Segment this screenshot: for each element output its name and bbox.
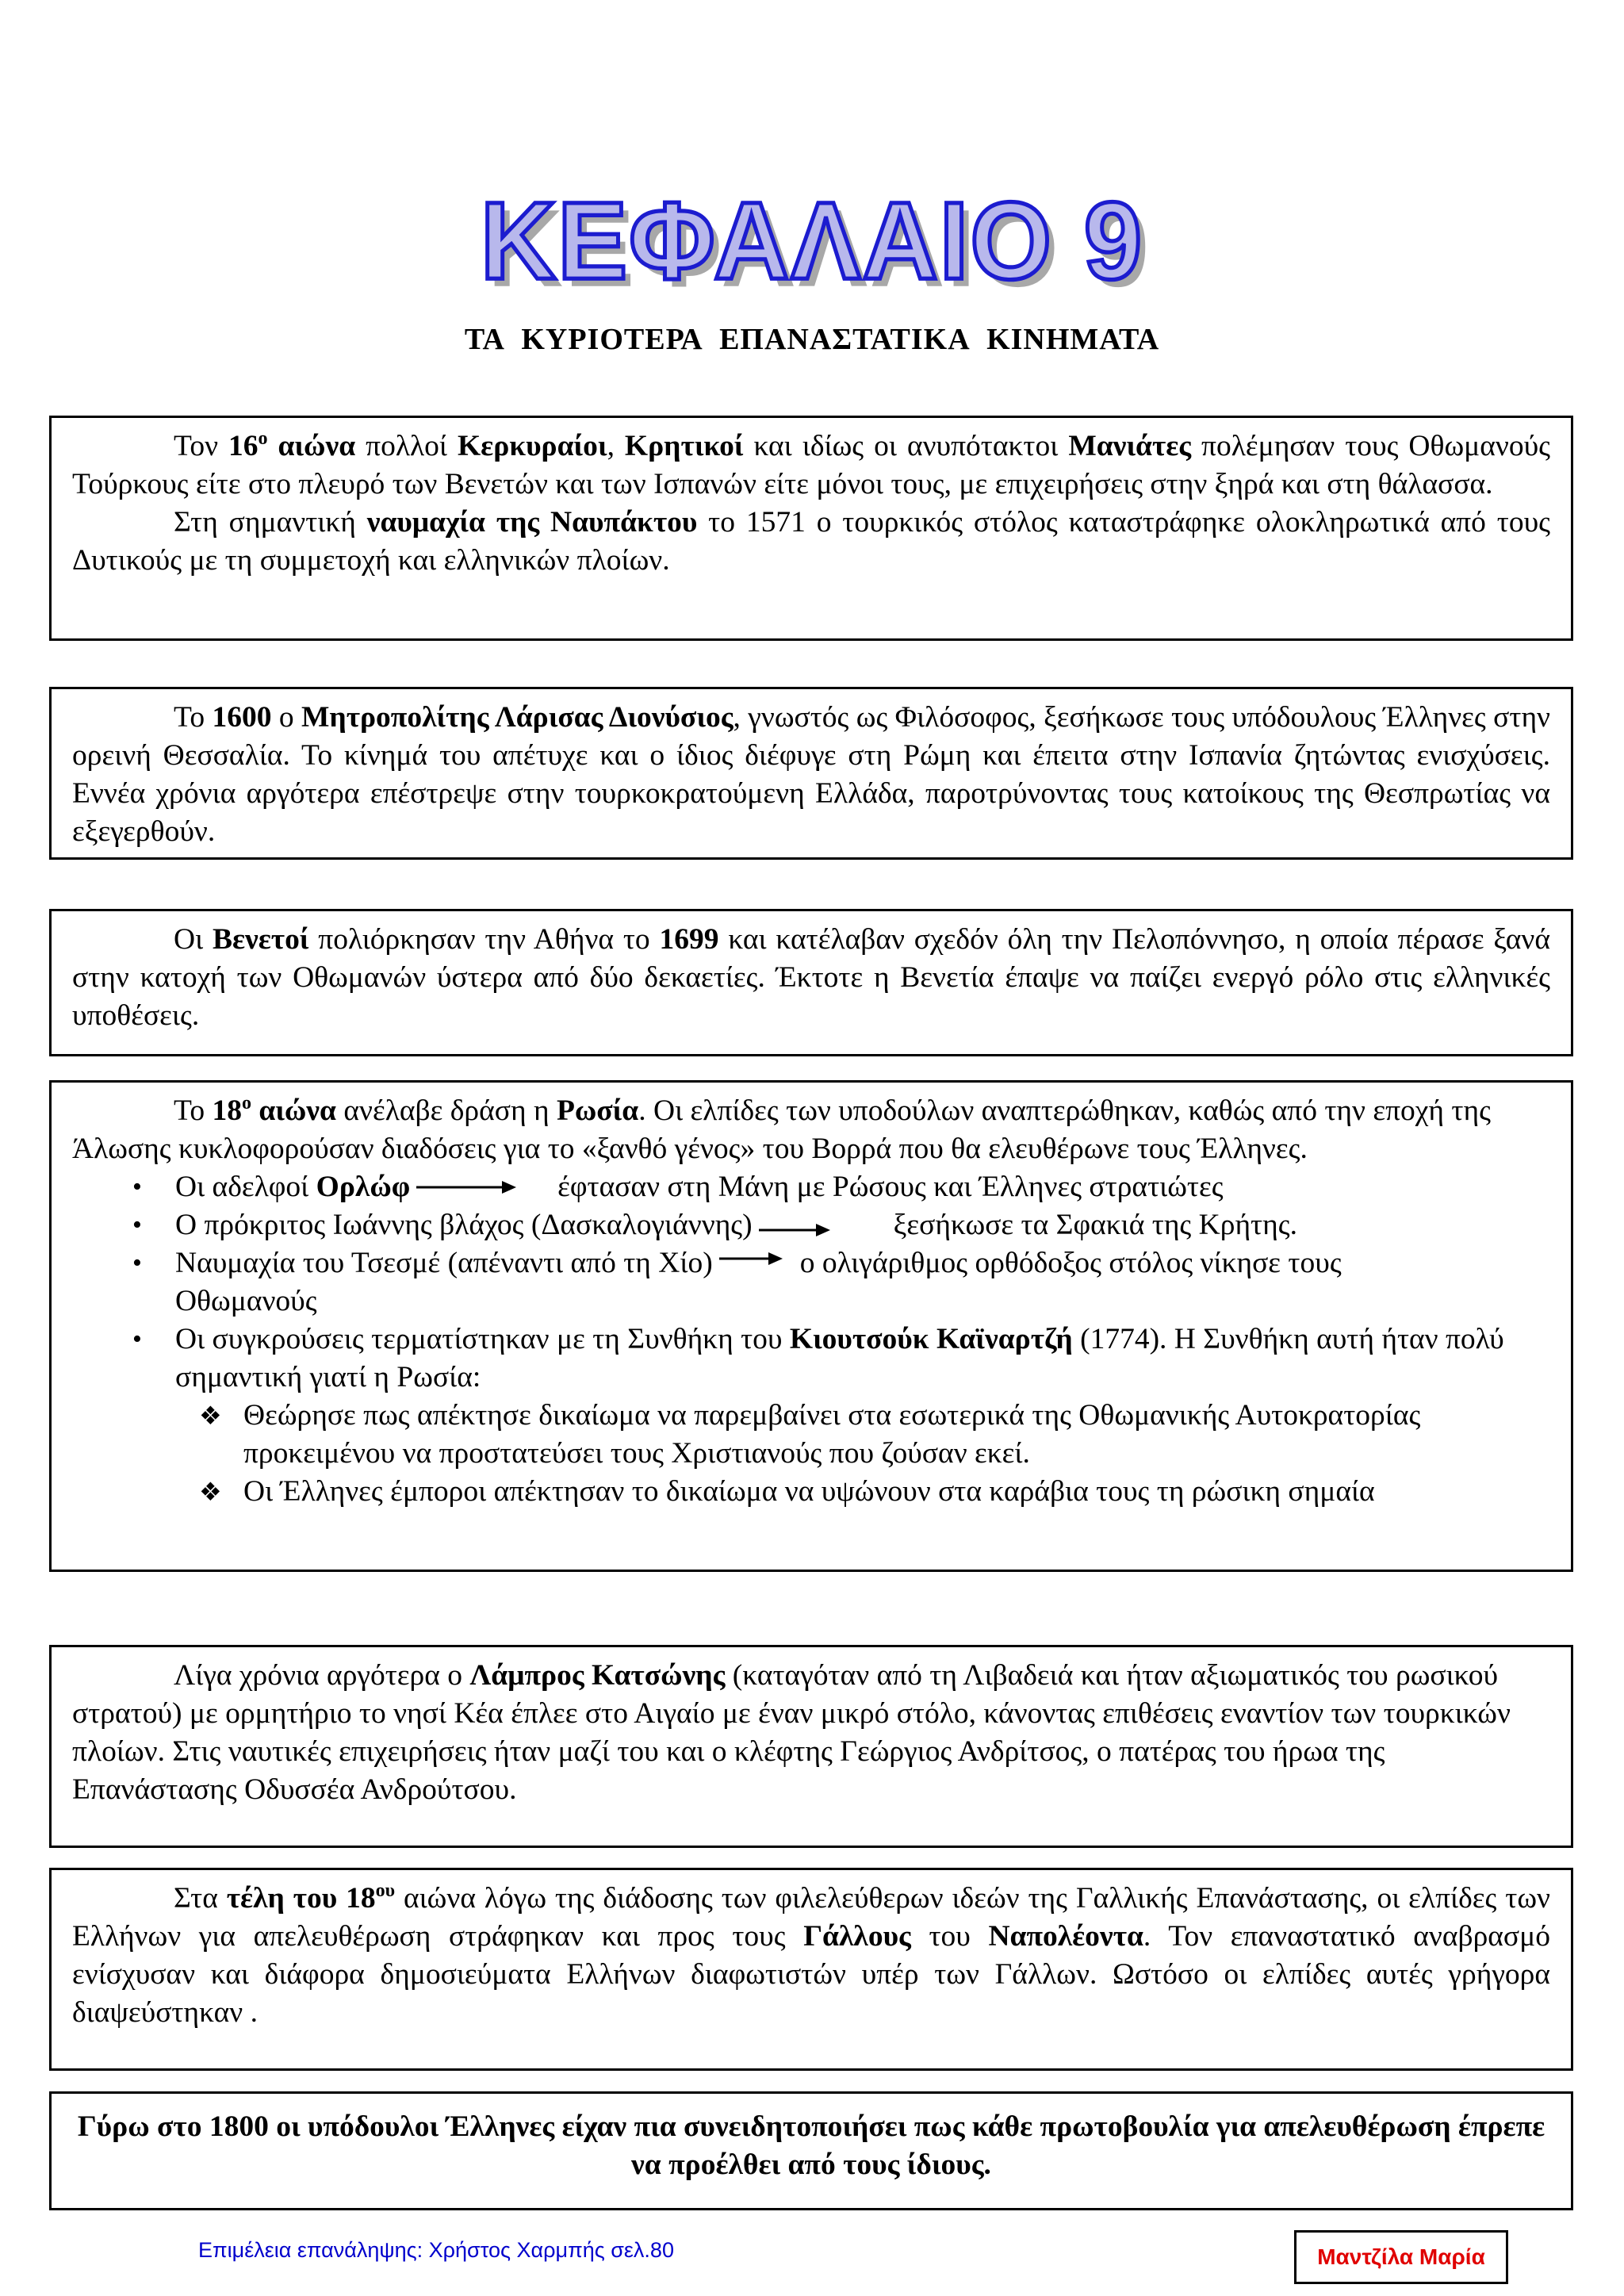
arrow-right-icon	[759, 1206, 830, 1244]
sub-list-item: ❖ Οι Έλληνες έμποροι απέκτησαν το δικαίωμα να υψώνουν στα καράβια τους τη ρώσικη σημαία	[72, 1473, 1550, 1511]
diamond-bullet-icon: ❖	[199, 1478, 222, 1506]
paragraph-katsonis: Λίγα χρόνια αργότερα ο Λάμπρος Κατσώνης (καταγόταν από τη Λιβαδειά και ήταν αξιωματικός του ρωσικού στρατού) με ορμητήριο το νησί Κέα έπλεε στο Αιγαίο με έναν μικρό στόλο, κάνοντας επιθέσεις εναντίον των τουρκικών πλοίων. Στις ναυτικές επιχειρήσεις ήταν μαζί του και ο κλέφτης Γεώργιος Ανδρίτσος, ο πατέρας του ήρωα της Επανάστασης Οδυσσέα Ανδρούτσου.	[72, 1659, 1511, 1806]
bullet-icon: •	[132, 1172, 142, 1202]
bullet-icon: •	[132, 1248, 142, 1278]
chapter-title: ΚΕΦΑΛΑΙΟ 9	[480, 179, 1144, 302]
sub-list-item: ❖ Θεώρησε πως απέκτησε δικαίωμα να παρεμβαίνει στα εσωτερικά της Οθωμανικής Αυτοκρατορίας προκειμένου να προστατεύσει τους Χριστιανούς που ζούσαν εκεί.	[72, 1397, 1550, 1473]
footer-author-box: Μαντζίλα Μαρία	[1294, 2230, 1508, 2284]
text-box-dionysios	[49, 687, 1573, 860]
paragraph-conclusion: Γύρω στο 1800 οι υπόδουλοι Έλληνες είχαν πια συνειδητοποιήσει πως κάθε πρωτοβουλία για απελευθέρωση έπρεπε να προέλθει από τους ίδιους.	[77, 2110, 1545, 2181]
paragraph-french-revolution: Στα τέλη του $18^{o\upsilon}$ αιώνα λόγω της διάδοσης των φιλελεύθερων ιδεών της Γαλλικής Επανάστασης, οι ελπίδες των Ελλήνων για απελευθέρωση στράφηκαν και προς τους Γάλλους του Ναπολέοντα. Τον επαναστατικό αναβρασμό ενίσχυσαν και διάφορα δημοσιεύματα Ελλήνων διαφωτιστών υπέρ των Γάλλων. Ωστόσο οι ελπίδες αυτές γρήγορα διαψεύστηκαν .	[72, 1880, 1551, 2029]
russia-bullet-list	[72, 1168, 1550, 1511]
text-box-french-revolution	[49, 1868, 1573, 2071]
list-item-kioutsouk: • Οι συγκρούσεις τερματίστηκαν με τη Συνθήκη του Κιουτσούκ Καϊναρτζή (1774). Η Συνθήκη αυτή ήταν πολύ σημαντική γιατί η Ρωσία: ❖ Θεώρησε πως απέκτησε δικαίωμα να παρεμβαίνει στα εσωτερικά της Οθωμανικής Αυτοκρατορίας προκειμένου να προστατεύσει τους Χριστιανούς που ζούσαν εκεί. ❖ Οι Έλληνες έμποροι απέκτησαν το δικαίωμα να υψώνουν στα καράβια τους τη ρώσικη σημαία	[72, 1320, 1550, 1511]
paragraph-russia: Το $18^o$ αιώνα ανέλαβε δράση η Ρωσία. Οι ελπίδες των υποδούλων αναπτερώθηκαν, καθώς από την εποχή της Άλωσης κυκλοφορούσαν διαδόσεις για το «ξανθό γένος» του Βορρά που θα ελευθέρωνε τους Έλληνες.	[72, 1093, 1491, 1165]
paragraph-dionysios: Το 1600 ο Μητροπολίτης Λάρισας Διονύσιος, γνωστός ως Φιλόσοφος, ξεσήκωσε τους υπόδουλους Έλληνες στην ορεινή Θεσσαλία. Το κίνημά του απέτυχε και ο ίδιος διέφυγε στη Ρώμη και έπειτα στην Ισπανία ζητώντας ενισχύσεις. Εννέα χρόνια αργότερα επέστρεψε στην τουρκοκρατούμενη Ελλάδα, παροτρύνοντας τους κατοίκους της Θεσπρωτίας να εξεγερθούν.	[72, 701, 1551, 848]
list-item-daskalogiannis: • Ο πρόκριτος Ιωάννης βλάχος (Δασκαλογιάννης) ξεσήκωσε τα Σφακιά της Κρήτης.	[72, 1206, 1550, 1244]
text-box-katsonis	[49, 1645, 1573, 1848]
bullet-icon: •	[132, 1210, 142, 1240]
treaty-sub-list	[72, 1397, 1550, 1511]
arrow-right-icon	[416, 1168, 516, 1206]
paragraph-naupaktos: Στη σημαντική ναυμαχία της Ναυπάκτου το 1571 ο τουρκικός στόλος καταστράφηκε ολοκληρωτικά από τους Δυτικούς με τη συμμετοχή και ελληνικών πλοίων.	[72, 506, 1550, 577]
paragraph-16th-century: Τον $16^o$ αιώνα πολλοί Κερκυραίοι, Κρητικοί και ιδίως οι ανυπότακτοι Μανιάτες πολέμησαν τους Οθωμανούς Τούρκους είτε στο πλευρό των Βενετών και των Ισπανών είτε μόνοι τους, με επιχειρήσεις στην ξηρά και στη θάλασσα.	[72, 428, 1551, 500]
paragraph-venetians: Οι Βενετοί πολιόρκησαν την Αθήνα το 1699 και κατέλαβαν σχεδόν όλη την Πελοπόννησο, η οποία πέρασε ξανά στην κατοχή των Οθωμανών ύστερα από δύο δεκαετίες. Έκτοτε η Βενετία έπαψε να παίζει ενεργό ρόλο στις ελληνικές υποθέσεις.	[72, 923, 1551, 1032]
text-box-16th-century	[49, 416, 1573, 641]
diamond-bullet-icon: ❖	[199, 1401, 222, 1430]
list-item-tsesme: • Ναυμαχία του Τσεσμέ (απέναντι από τη Χίο) ο ολιγάριθμος ορθόδοξος στόλος νίκησε τους Οθωμανούς	[72, 1244, 1550, 1320]
footer-credit: Επιμέλεια επανάληψης: Χρήστος Χαρμπής σελ.80	[198, 2238, 674, 2262]
text-box-conclusion	[49, 2091, 1573, 2210]
text-box-venetians	[49, 909, 1573, 1056]
arrow-right-icon	[719, 1244, 783, 1282]
list-item-orlof: • Οι αδελφοί Ορλώφ έφτασαν στη Μάνη με Ρώσους και Έλληνες στρατιώτες	[72, 1168, 1550, 1206]
bullet-icon: •	[132, 1324, 142, 1354]
page-subtitle: ΤΑ ΚΥΡΙΟΤΕΡΑ ΕΠΑΝΑΣΤΑΤΙΚΑ ΚΙΝΗΜΑΤΑ	[464, 323, 1160, 356]
text-box-russia	[49, 1080, 1573, 1572]
